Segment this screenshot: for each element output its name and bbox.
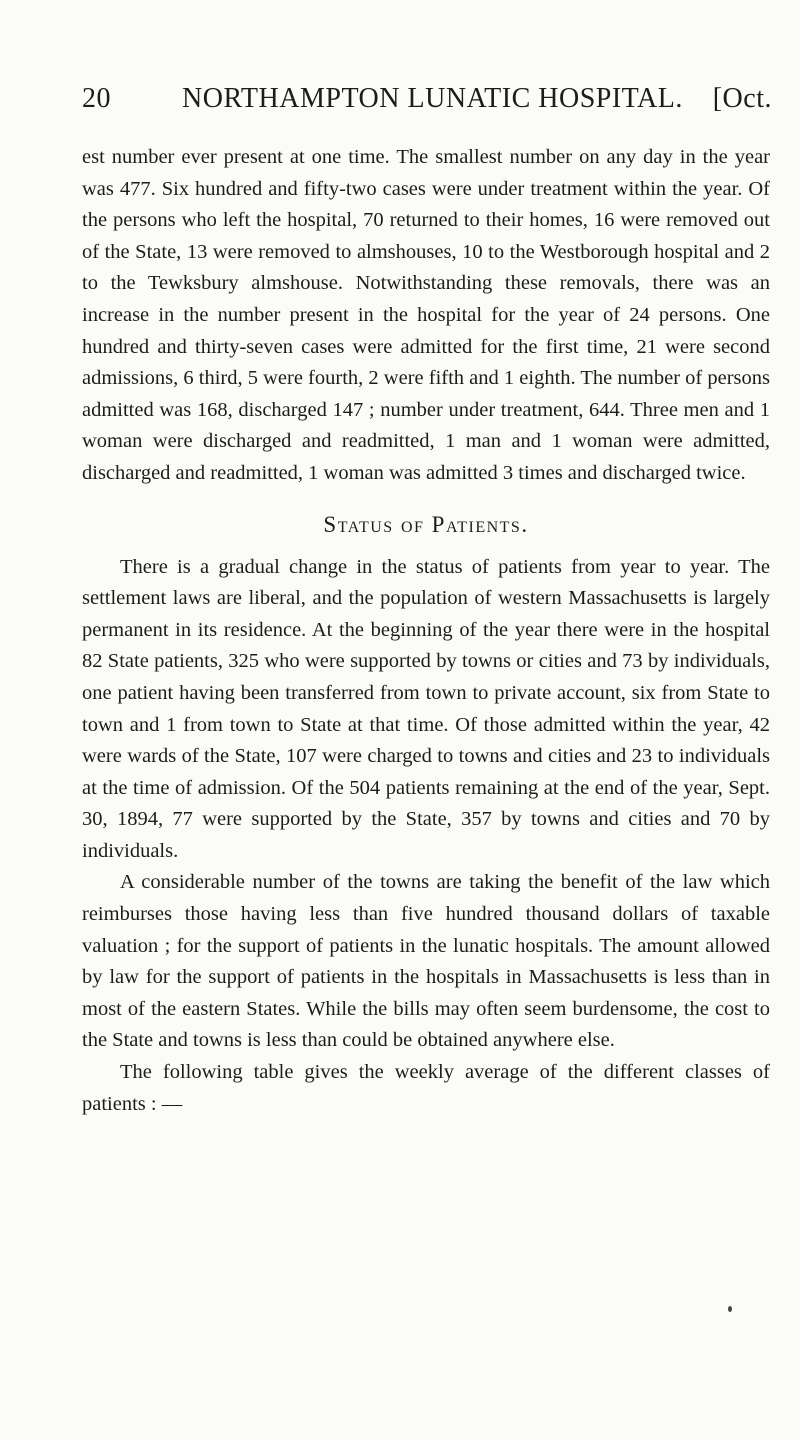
body-text <box>82 142 770 1120</box>
page-header <box>82 79 772 119</box>
page-number: 20 <box>82 83 111 114</box>
status-paragraph-2: A considerable number of the towns are taking the benefit of the law which reimburses those having less than five hundred thousand dollars of taxable valuation ; for the support of patients in the lunatic hospitals. The amount allowed by law for the support of patients in the hospitals in Massachusetts is less than in most of the eastern States. While the bills may often seem burdensome, the cost to the State and towns is less than could be obtained anywhere else. <box>82 871 770 1052</box>
ink-speck <box>728 1306 732 1312</box>
header-month: [Oct. <box>712 83 772 114</box>
intro-paragraph: est number ever present at one time. The smallest number on any day in the year was 477. Six hundred and fifty-two cases were under treatment within the year. Of the persons who left the hospital, 70 returned to their homes, 16 were removed out of the State, 13 were removed to almshouses, 10 to the Westborough hospital and 2 to the Tewksbury almshouse. Notwithstanding these removals, there was an increase in the number present in the hospital for the year of 24 persons. One hundred and thirty-seven cases were admitted for the first time, 21 were second admissions, 6 third, 5 were fourth, 2 were fifth and 1 eighth. The number of persons admitted was 168, discharged 147 ; number under treatment, 644. Three men and 1 woman were discharged and readmitted, 1 man and 1 woman were admitted, discharged and readmitted, 1 woman was admitted 3 times and discharged twice. <box>82 146 770 484</box>
status-paragraph-1: There is a gradual change in the status of patients from year to year. The settlement laws are liberal, and the population of western Massachusetts is largely permanent in its residence. At the beginning of the year there were in the hospital 82 State patients, 325 who were supported by towns or cities and 73 by individuals, one patient having been transferred from town to private account, six from State to town and 1 from town to State at that time. Of those admitted within the year, 42 were wards of the State, 107 were charged to towns and cities and 23 to individuals at the time of admission. Of the 504 patients remaining at the end of the year, Sept. 30, 1894, 77 were supported by the State, 357 by towns and cities and 70 by individuals. <box>82 555 770 862</box>
section-heading: Status of Patients. <box>323 511 529 537</box>
status-paragraph-3: The following table gives the weekly average of the different classes of patients : — <box>82 1061 770 1115</box>
running-title: NORTHAMPTON LUNATIC HOSPITAL. <box>182 83 683 114</box>
